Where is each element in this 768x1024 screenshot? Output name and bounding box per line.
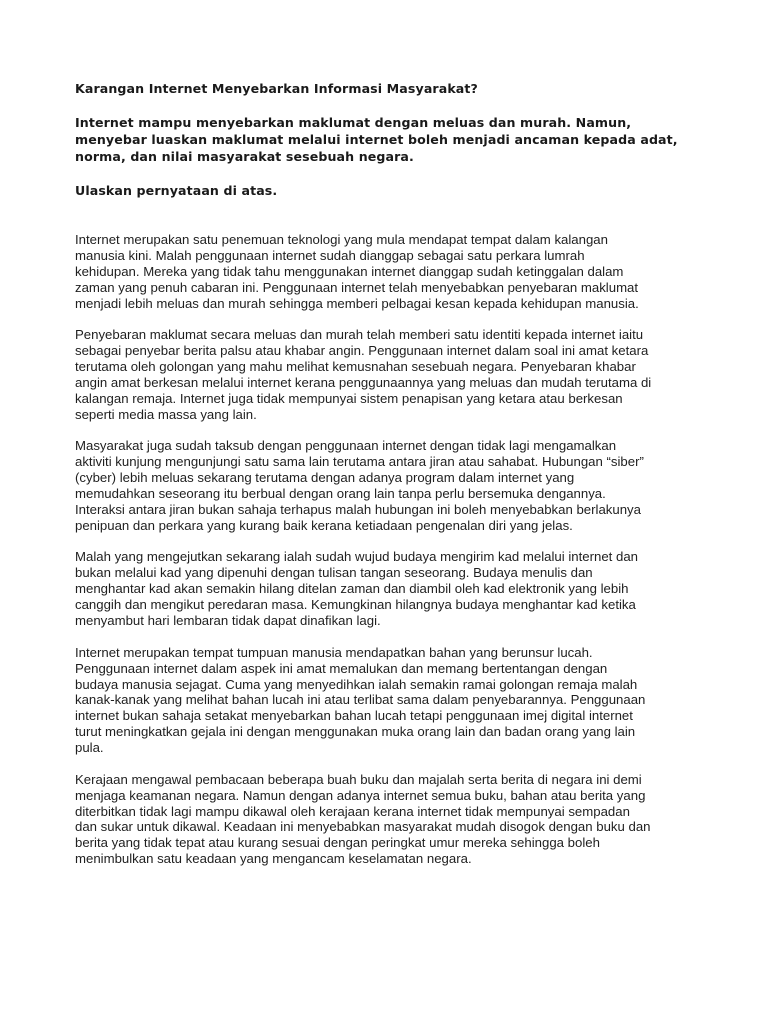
essay-paragraph <box>75 232 695 312</box>
paragraph-line: budaya manusia sejagat. Cuma yang menyedihkan ialah semakin ramai golongan remaja malah <box>75 676 638 692</box>
paragraph-line: internet bukan sahaja setakat menyebarkan bahan lucah tetapi penggunaan imej digital internet <box>75 708 633 724</box>
essay-paragraph <box>75 327 695 422</box>
paragraph-line: menimbulkan satu keadaan yang mengancam keselamatan negara. <box>75 851 472 867</box>
paragraph-line: penipuan dan perkara yang kurang baik kerana ketiadaan pengenalan diri yang jelas. <box>75 517 573 533</box>
paragraph-line: pula. <box>75 740 104 756</box>
paragraph-line: Internet merupakan satu penemuan teknologi yang mula mendapat tempat dalam kalangan <box>75 232 608 247</box>
paragraph-line: dan sukar untuk dikawal. Keadaan ini menyebabkan masyarakat mudah disogok dengan buku dan <box>75 819 651 835</box>
statement-line: norma, dan nilai masyarakat sesebuah negara. <box>75 149 414 164</box>
essay-paragraph <box>75 438 695 533</box>
statement-line: Internet mampu menyebarkan maklumat dengan meluas dan murah. Namun, <box>75 115 632 130</box>
document-body <box>75 80 695 883</box>
paragraph-line: Penyebaran maklumat secara meluas dan murah telah memberi satu identiti kepada internet iaitu <box>75 327 644 343</box>
paragraph-line: sebagai penyebar berita palsu atau khabar angin. Penggunaan internet dalam soal ini amat ketara <box>75 343 649 359</box>
paragraph-line: Interaksi antara jiran bukan sahaja terhapus malah hubungan ini boleh menyebabkan berlakunya <box>75 501 641 517</box>
essay-paragraphs <box>75 232 695 867</box>
paragraph-line: seperti media massa yang lain. <box>75 406 257 422</box>
essay-title: Karangan Internet Menyebarkan Informasi Masyarakat? <box>75 81 478 96</box>
paragraph-line: Masyarakat juga sudah taksub dengan penggunaan internet dengan tidak lagi mengamalkan <box>75 438 617 454</box>
essay-statement <box>75 114 695 165</box>
essay-paragraph <box>75 645 695 756</box>
paragraph-line: turut meningkatkan gejala ini dengan menggunakan muka orang lain dan badan orang yang lain <box>75 724 636 740</box>
paragraph-line: berita yang tidak tepat atau kurang sesuai dengan peringkat umur mereka sehingga boleh <box>75 835 600 851</box>
essay-instruction: Ulaskan pernyataan di atas. <box>75 183 278 198</box>
paragraph-line: aktiviti kunjung mengunjungi satu sama lain terutama antara jiran atau sahabat. Hubungan “siber” <box>75 454 644 470</box>
essay-paragraph <box>75 549 695 629</box>
paragraph-line: bukan melalui kad yang dipenuhi dengan tulisan tangan seseorang. Budaya menulis dan <box>75 565 593 581</box>
paragraph-line: diterbitkan tidak lagi mampu dikawal oleh kerajaan kerana internet tidak mempunyai sempadan <box>75 803 630 819</box>
paragraph-line: menghantar kad akan semakin hilang ditelan zaman dan diambil oleh kad elektronik yang lebih <box>75 581 629 597</box>
paragraph-line: (cyber) lebih meluas sekarang terutama dengan adanya program dalam internet yang <box>75 470 575 486</box>
paragraph-line: menjaga keamanan negara. Namun dengan adanya internet semua buku, bahan atau berita yang <box>75 787 646 803</box>
essay-paragraph <box>75 772 695 867</box>
paragraph-line: menyambut hari lembaran tidak dapat dinafikan lagi. <box>75 613 381 629</box>
paragraph-line: Internet merupakan tempat tumpuan manusia mendapatkan bahan yang berunsur lucah. <box>75 644 593 660</box>
paragraph-line: kehidupan. Mereka yang tidak tahu menggunakan internet dianggap sudah ketinggalan dalam <box>75 263 624 279</box>
paragraph-line: terutama oleh golongan yang mahu melihat kemusnahan sesebuah negara. Penyebaran khabar <box>75 359 636 375</box>
paragraph-line: Malah yang mengejutkan sekarang ialah sudah wujud budaya mengirim kad melalui internet dan <box>75 549 639 565</box>
paragraph-line: kalangan remaja. Internet juga tidak mempunyai sistem penapisan yang ketara atau berkesan <box>75 390 623 406</box>
paragraph-line: memudahkan seseorang itu berbual dengan orang lain tanpa perlu bersemuka dengannya. <box>75 486 606 502</box>
paragraph-line: menjadi lebih meluas dan murah sehingga memberi pelbagai kesan kepada kehidupan manusia. <box>75 295 639 311</box>
statement-line: menyebar luaskan maklumat melalui internet boleh menjadi ancaman kepada adat, <box>75 132 678 147</box>
paragraph-line: manusia kini. Malah penggunaan internet sudah dianggap sebagai satu perkara lumrah <box>75 247 585 263</box>
paragraph-line: angin amat berkesan melalui internet kerana penggunaannya yang meluas dan mudah terutama di <box>75 374 652 390</box>
paragraph-line: canggih dan mengikut peredaran masa. Kemungkinan hilangnya budaya menghantar kad ketika <box>75 597 636 613</box>
paragraph-line: Penggunaan internet dalam aspek ini amat memalukan dan memang bertentangan dengan <box>75 660 608 676</box>
paragraph-line: Kerajaan mengawal pembacaan beberapa buah buku dan majalah serta berita di negara ini demi <box>75 771 642 787</box>
paragraph-line: kanak-kanak yang melihat bahan lucah ini atau terlibat sama dalam penyebarannya. Penggunaan <box>75 692 646 708</box>
paragraph-line: zaman yang penuh cabaran ini. Penggunaan internet telah menyebabkan penyebaran maklumat <box>75 279 639 295</box>
